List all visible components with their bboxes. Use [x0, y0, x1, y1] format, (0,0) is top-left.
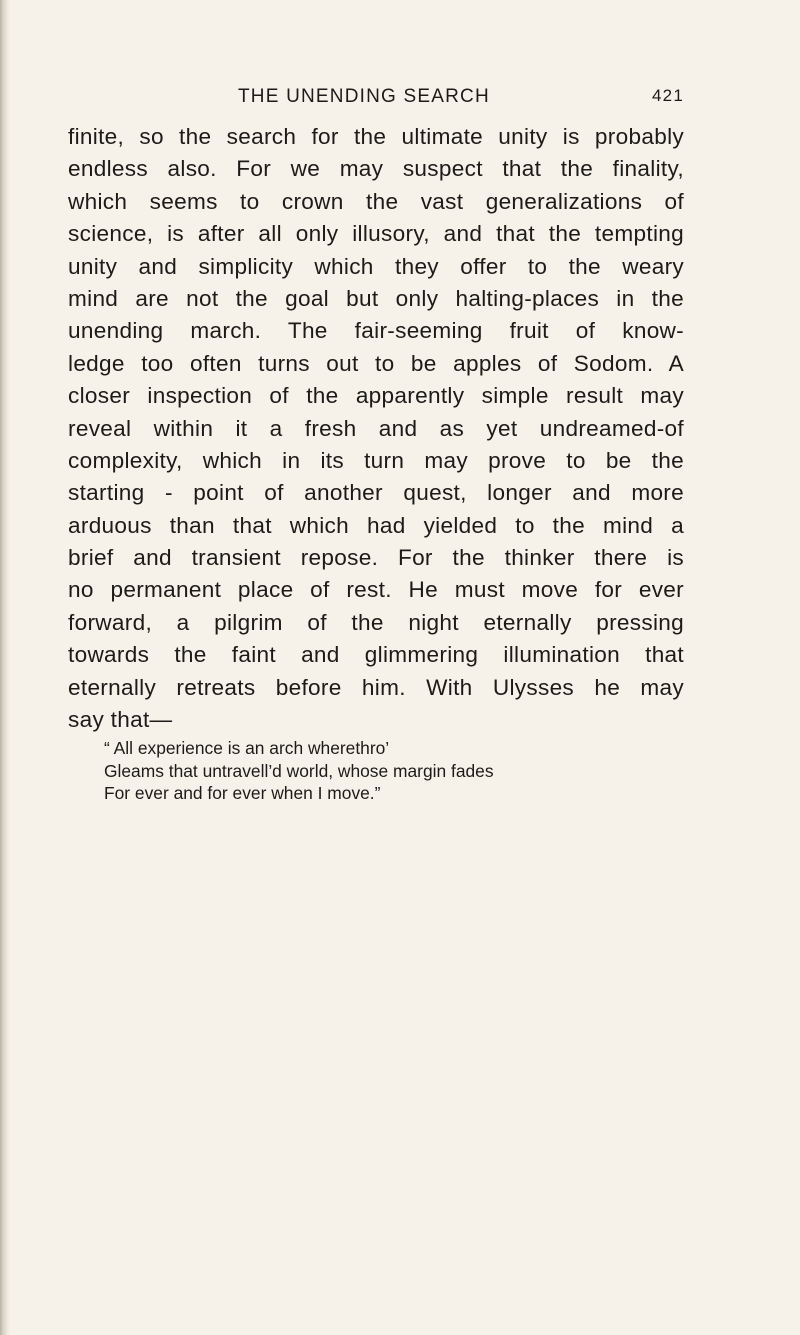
text-line: reveal within it a fresh and as yet undreamed-of [68, 415, 684, 441]
text-line: starting - point of another quest, longer and more [68, 480, 684, 506]
page-spine-edge [0, 0, 10, 1335]
quote-line: Gleams that untravell’d world, whose margin fades [104, 760, 494, 781]
text-line: finite, so the search for the ultimate unity is probably [68, 124, 684, 149]
quote-line: For ever and for ever when I move.” [104, 783, 381, 804]
text-line: science, is after all only illusory, and that the tempting [68, 221, 684, 247]
text-line: brief and transient repose. For the thinker there is [68, 545, 684, 571]
body-paragraph [68, 121, 684, 736]
verse-quotation [104, 737, 704, 805]
text-line: towards the faint and glimmering illumination that [68, 642, 684, 668]
running-head [238, 86, 684, 112]
text-line: closer inspection of the apparently simple result may [68, 383, 684, 409]
text-line: no permanent place of rest. He must move for ever [68, 577, 684, 603]
running-title: THE UNENDING SEARCH [238, 86, 490, 107]
page-number: 421 [652, 86, 684, 105]
text-line: endless also. For we may suspect that the finality, [68, 156, 684, 182]
text-line: say that— [68, 707, 173, 733]
text-line: which seems to crown the vast generalizations of [68, 188, 684, 214]
quote-line: “ All experience is an arch wherethro’ [104, 738, 390, 758]
text-line: ledge too often turns out to be apples of Sodom. A [68, 350, 684, 376]
text-line: unity and simplicity which they offer to the weary [68, 253, 684, 279]
text-line: eternally retreats before him. With Ulysses he may [68, 674, 684, 700]
text-line: arduous than that which had yielded to the mind a [68, 512, 684, 538]
text-line: forward, a pilgrim of the night eternally pressing [68, 609, 684, 635]
text-line: mind are not the goal but only halting-places in the [68, 285, 684, 311]
text-line: complexity, which in its turn may prove to be the [68, 447, 684, 473]
text-line: unending march. The fair-seeming fruit of know- [68, 318, 684, 344]
